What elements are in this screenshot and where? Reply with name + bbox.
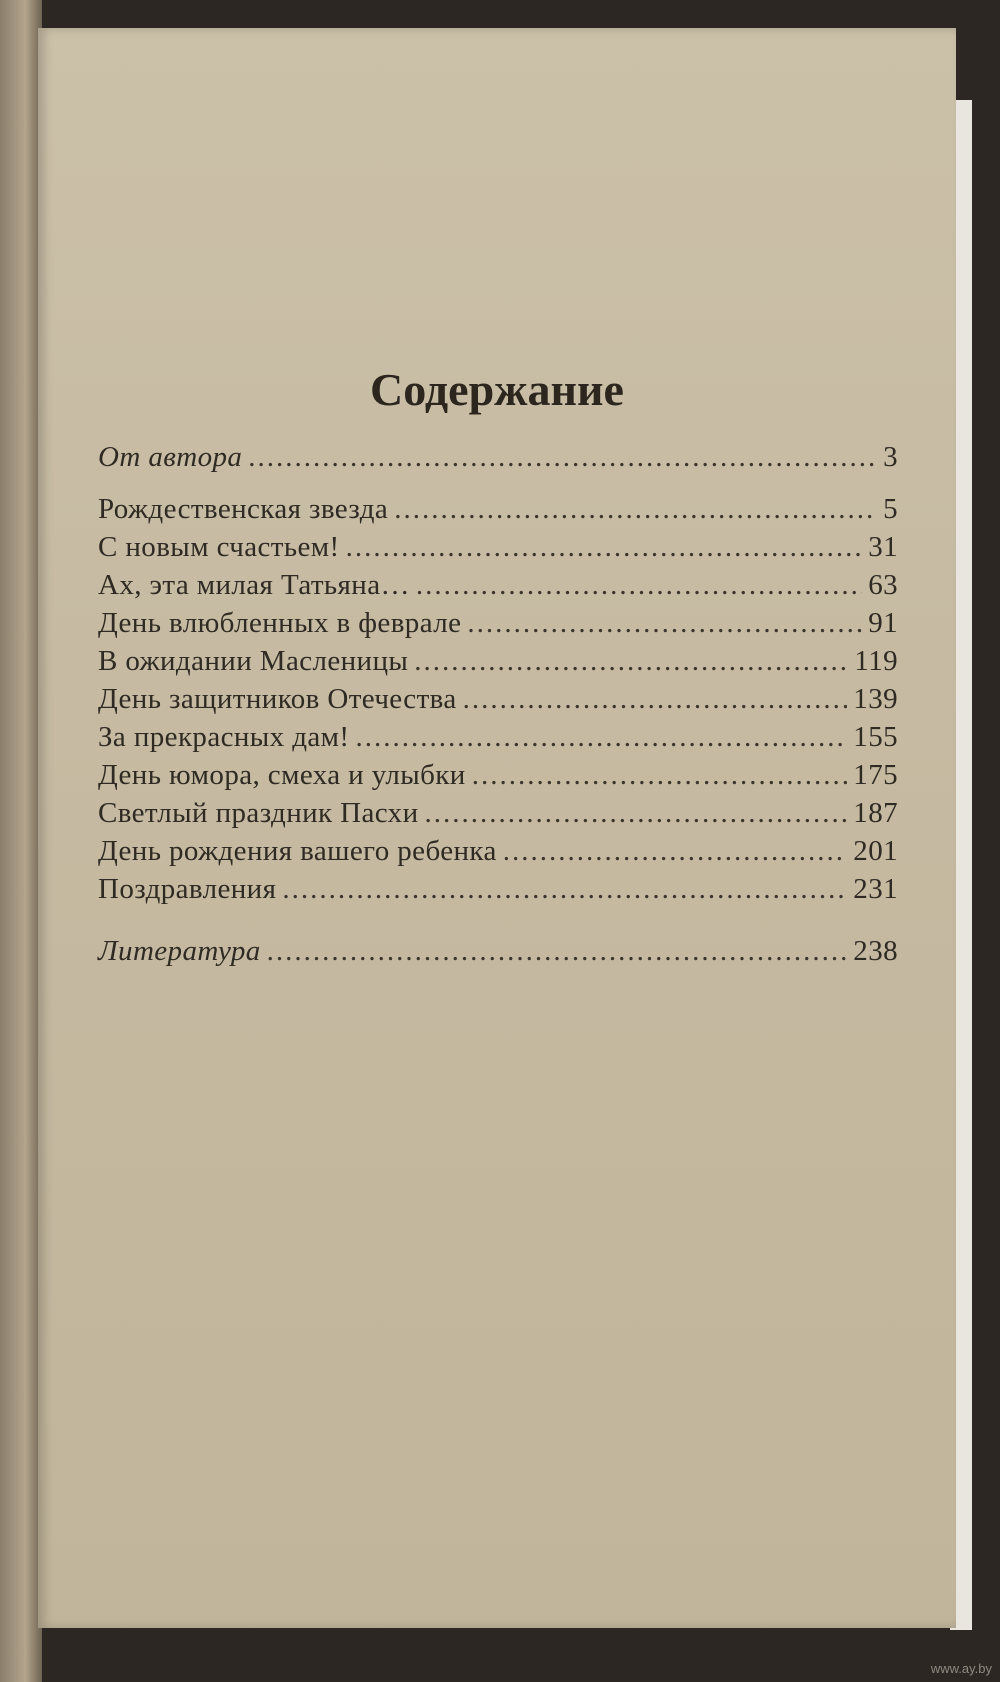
toc-entry-chapter — [98, 832, 898, 870]
toc-entry-chapter — [98, 642, 898, 680]
toc-leader-dots — [267, 932, 848, 970]
toc-leader-dots — [463, 680, 848, 718]
toc-entry-page: 231 — [853, 873, 898, 905]
toc-entry-chapter — [98, 490, 898, 528]
toc-entry-title: С новым счастьем! — [98, 531, 340, 563]
toc-entry-chapter — [98, 870, 898, 908]
toc-entry-page: 3 — [883, 441, 898, 473]
toc-entry-intro — [98, 438, 898, 476]
toc-leader-dots — [416, 566, 862, 604]
table-of-contents — [98, 438, 898, 970]
toc-entry-chapter — [98, 756, 898, 794]
toc-entry-page: 31 — [868, 531, 898, 563]
toc-leader-dots — [472, 756, 848, 794]
toc-leader-dots — [248, 438, 877, 476]
toc-entry-page: 155 — [853, 721, 898, 753]
toc-leader-dots — [282, 870, 847, 908]
toc-entry-page: 175 — [853, 759, 898, 791]
toc-entry-page: 119 — [854, 645, 898, 677]
toc-entry-chapter — [98, 718, 898, 756]
toc-leader-dots — [425, 794, 848, 832]
toc-entry-title: За прекрасных дам! — [98, 721, 350, 753]
toc-entry-page: 5 — [883, 493, 898, 525]
previous-page-edge — [0, 0, 42, 1682]
toc-leader-dots — [346, 528, 863, 566]
toc-entry-page: 63 — [868, 569, 898, 601]
toc-entry-page: 91 — [868, 607, 898, 639]
page-title: Содержание — [370, 364, 624, 415]
toc-leader-dots — [414, 642, 848, 680]
toc-entry-title: Литература — [98, 935, 261, 967]
toc-entry-title: День юмора, смеха и улыбки — [98, 759, 466, 791]
toc-entry-title: Рождественская звезда — [98, 493, 389, 525]
toc-entry-chapter — [98, 566, 898, 604]
book-page — [38, 28, 956, 1628]
toc-entry-chapter — [98, 680, 898, 718]
toc-entry-title: День защитников Отечества — [98, 683, 457, 715]
toc-leader-dots — [355, 718, 847, 756]
toc-entry-page: 187 — [853, 797, 898, 829]
toc-entry-page: 139 — [853, 683, 898, 715]
toc-entry-title: День рождения вашего ребенка — [98, 835, 497, 867]
toc-entry-title: Поздравления — [98, 873, 277, 905]
toc-entry-title: День влюбленных в феврале — [98, 607, 462, 639]
toc-entry-chapter — [98, 528, 898, 566]
toc-leader-dots — [503, 832, 848, 870]
toc-entry-page: 201 — [853, 835, 898, 867]
toc-entry-title: Ах, эта милая Татьяна… — [98, 569, 410, 601]
toc-entry-literature — [98, 932, 898, 970]
toc-entry-title: Светлый праздник Пасхи — [98, 797, 419, 829]
toc-leader-dots — [467, 604, 862, 642]
toc-leader-dots — [394, 490, 877, 528]
toc-entry-chapter — [98, 794, 898, 832]
watermark: www.ay.by — [930, 1661, 992, 1676]
toc-entry-chapter — [98, 604, 898, 642]
toc-entry-page: 238 — [853, 935, 898, 967]
toc-entry-title: В ожидании Масленицы — [98, 645, 409, 677]
toc-entry-title: От автора — [98, 441, 243, 473]
